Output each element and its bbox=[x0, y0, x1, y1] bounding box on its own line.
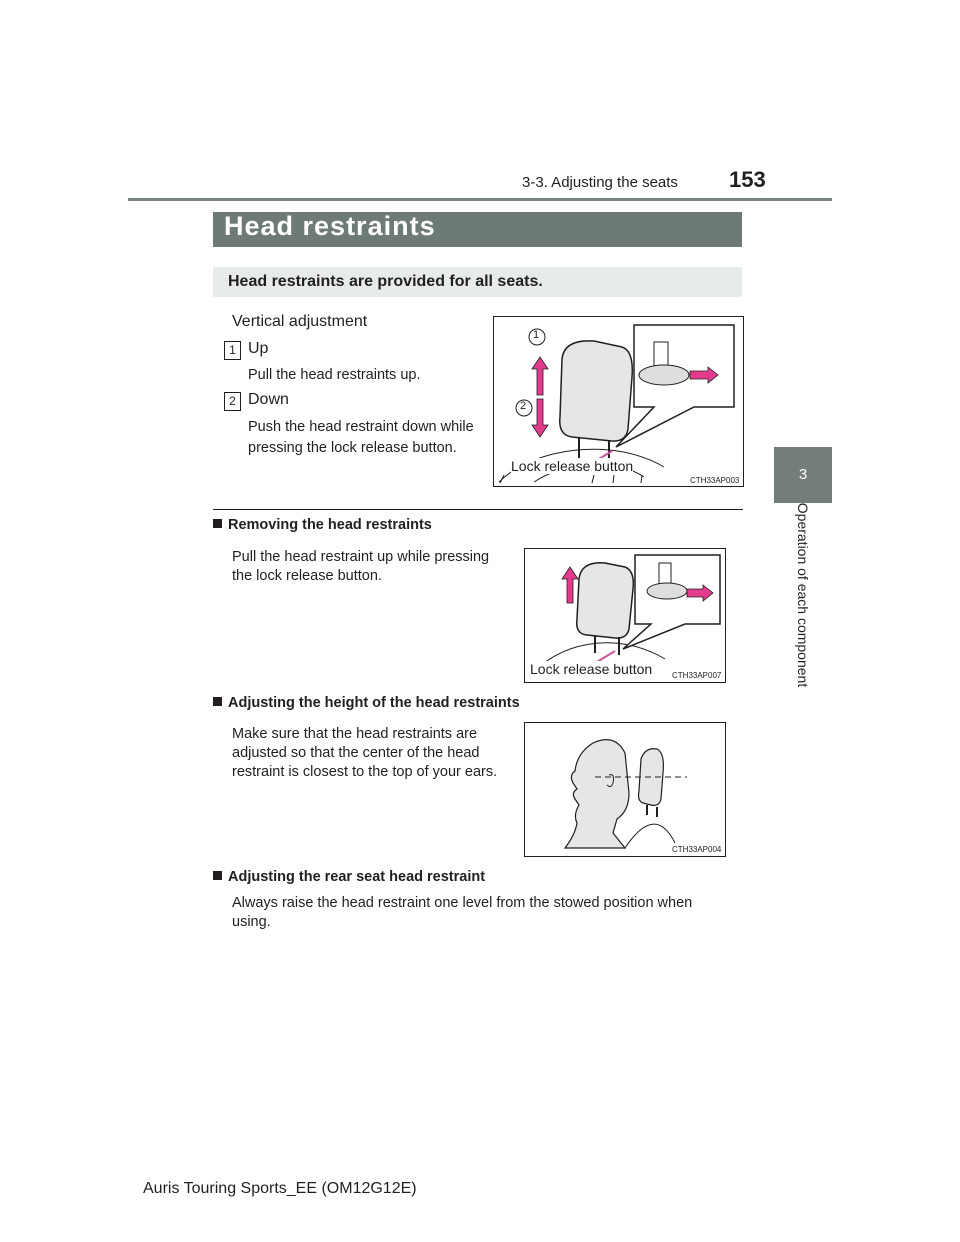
bullet-square-icon bbox=[213, 519, 222, 528]
section-divider bbox=[213, 509, 743, 510]
removing-text-line1: Pull the head restraint up while pressing bbox=[232, 549, 490, 565]
header-divider bbox=[128, 198, 832, 201]
step-number-2: 2 bbox=[224, 392, 241, 411]
height-text-line2: adjusted so that the center of the head bbox=[232, 745, 480, 761]
step-label-down: Down bbox=[248, 391, 289, 408]
section-heading-height: Adjusting the height of the head restraints bbox=[213, 695, 520, 711]
step-desc-down-line1: Push the head restraint down while bbox=[248, 419, 474, 435]
step-desc-up: Pull the head restraints up. bbox=[248, 367, 421, 383]
head-restraint-adjust-figure bbox=[493, 316, 744, 487]
intro-text: Head restraints are provided for all seats. bbox=[228, 273, 543, 290]
chapter-tab bbox=[774, 503, 832, 687]
rear-text-line1: Always raise the head restraint one level from the stowed position when bbox=[232, 895, 693, 911]
step-label-up: Up bbox=[248, 340, 269, 357]
removing-text-line2: the lock release button. bbox=[232, 568, 382, 584]
step-number-1: 1 bbox=[224, 341, 241, 360]
vertical-adjustment-heading: Vertical adjustment bbox=[232, 313, 368, 330]
figure-code: CTH33AP003 bbox=[690, 476, 740, 485]
bullet-square-icon bbox=[213, 697, 222, 706]
remove-head-restraint-figure bbox=[524, 548, 726, 683]
section-heading-rear: Adjusting the rear seat head restraint bbox=[213, 869, 485, 885]
chapter-tab-title: Operation of each component bbox=[795, 502, 811, 688]
figure-code-2: CTH33AP007 bbox=[672, 671, 722, 680]
height-text-line3: restraint is closest to the top of your ears. bbox=[232, 764, 498, 780]
bullet-square-icon bbox=[213, 871, 222, 880]
section-heading-removing: Removing the head restraints bbox=[213, 517, 432, 533]
chapter-tab-number: 3 bbox=[774, 447, 832, 503]
section-breadcrumb: 3-3. Adjusting the seats bbox=[522, 174, 678, 191]
page-title: Head restraints bbox=[224, 211, 436, 241]
figure-code-3: CTH33AP004 bbox=[672, 845, 722, 854]
callout-2: 2 bbox=[520, 400, 527, 412]
callout-1: 1 bbox=[533, 329, 540, 341]
height-text-line1: Make sure that the head restraints are bbox=[232, 726, 478, 742]
page-number: 153 bbox=[729, 167, 766, 192]
rear-text-line2: using. bbox=[232, 914, 271, 930]
lock-release-button-label-2: Lock release button bbox=[530, 661, 653, 677]
lock-release-button-label: Lock release button bbox=[511, 458, 634, 474]
footer-model: Auris Touring Sports_EE (OM12G12E) bbox=[143, 1180, 417, 1197]
head-height-figure bbox=[524, 722, 726, 857]
step-desc-down-line2: pressing the lock release button. bbox=[248, 440, 457, 456]
